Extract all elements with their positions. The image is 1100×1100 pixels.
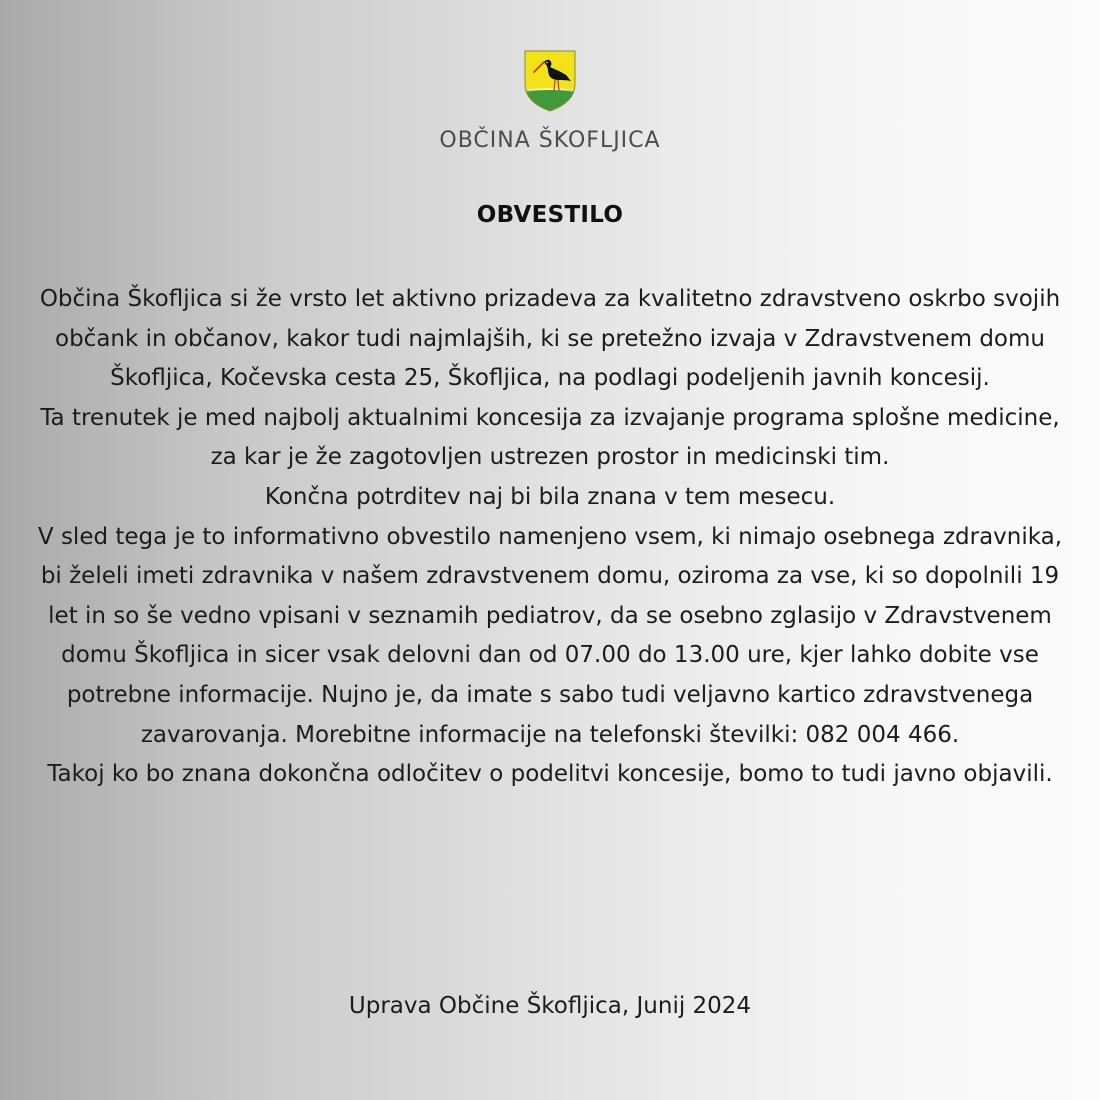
notice-signature: Uprava Občine Škofljica, Junij 2024 [348,993,752,1019]
notice-paragraph: Občina Škofljica si že vrsto let aktivno prizadeva za kvalitetno zdravstveno oskrbo svojih občank in občanov, kakor tudi najmlajših, ki se pretežno izvaja v Zdravstvenem domu Škofljica, Kočevska cesta 25, Škofljica, na podlagi podeljenih javnih koncesij. [39,286,1061,392]
municipality-name: OBČINA ŠKOFLJICA [439,128,661,153]
notice-paragraph: V sled tega je to informativno obvestilo namenjeno vsem, ki nimajo osebnega zdravnika, bi želeli imeti zdravnika v našem zdravstvenem domu, oziroma za vse, ki so dopolnili 19 let in so še vedno vpisani v seznamih pediatrov, da se osebno zglasijo v Zdravstvenem domu Škofljica in sicer vsak delovni dan od 07.00 do 13.00 ure, kjer lahko dobite vse potrebne informacije. Nujno je, da imate s sabo tudi veljavno kartico zdravstvenega zavarovanja. Morebitne informacije na telefonski številki: 082 004 466. [37,523,1063,748]
notice-body [30,280,1070,795]
notice-heading: OBVESTILO [476,202,624,228]
stork-crest-icon [524,50,576,112]
notice-paragraph: Končna potrditev naj bi bila znana v tem mesecu. [264,483,836,510]
notice-paragraph: Takoj ko bo znana dokončna odločitev o podelitvi koncesije, bomo to tudi javno objavili. [47,761,1053,788]
notice-paragraph: Ta trenutek je med najbolj aktualnimi koncesija za izvajanje programa splošne medicine, za kar je že zagotovljen ustrezen prostor in medicinski tim. [40,404,1060,471]
